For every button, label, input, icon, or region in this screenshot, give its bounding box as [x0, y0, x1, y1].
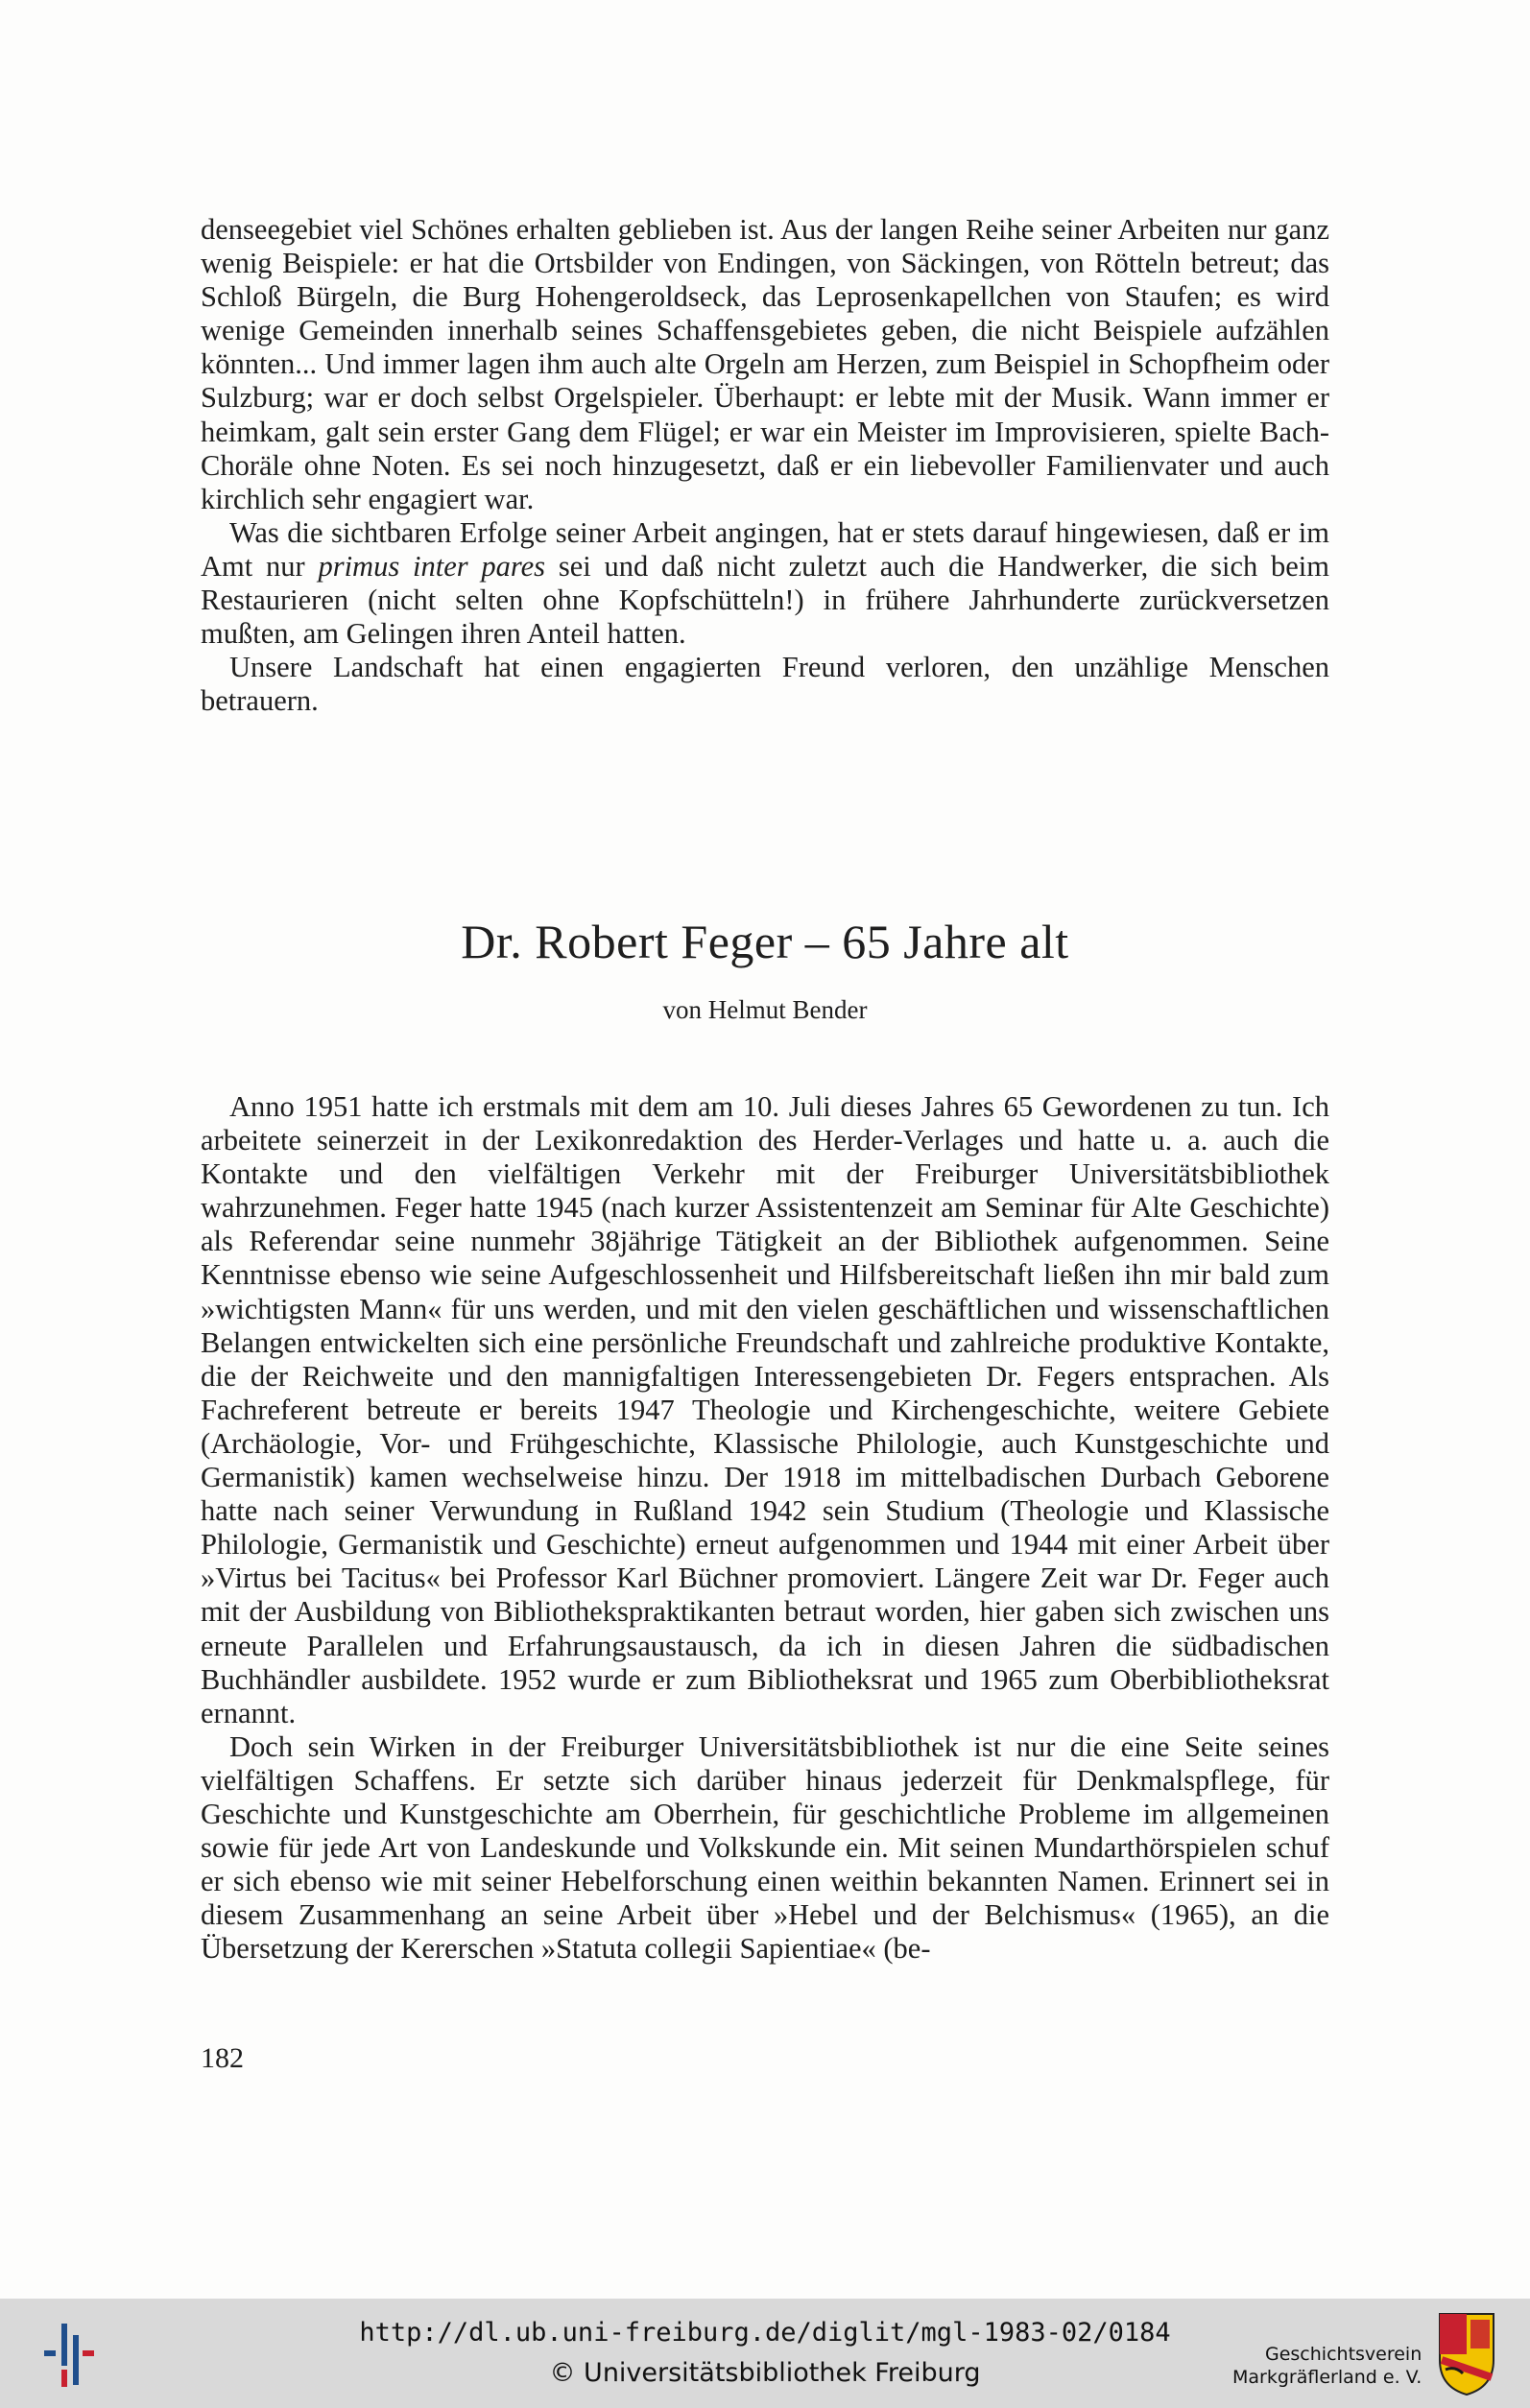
paragraph-continued-3: Unsere Landschaft hat einen engagierten Freund verloren, den unzählige Menschen betrauern. [201, 651, 1329, 718]
society-name [1232, 2343, 1422, 2389]
article-title: Dr. Robert Feger – 65 Jahre alt [461, 915, 1069, 968]
society-name-line2: Markgräflerland e. V. [1232, 2367, 1422, 2388]
continued-text-block [201, 213, 1329, 718]
article-paragraph-2: Doch sein Wirken in der Freiburger Universitätsbibliothek ist nur die eine Seite seines vielfältigen Schaffens. Er setzte sich darüber hinaus jederzeit für Denkmalspflege, für Geschichte und Kunstgeschichte am Oberrhein, für geschichtliche Probleme im allgemeinen sowie für jede Art von Landeskunde und Volkskunde ein. Mit seinen Mundarthörspielen schuf er sich ebenso wie mit seiner Hebelforschung einen weithin bekannten Namen. Erinnert sei in diesem Zusammenhang an seine Arbeit über »Hebel und der Belchismus« (1965), an die Übersetzung der Kererschen »Statuta collegii Sapientiae« (be- [201, 1729, 1329, 1966]
footer-copyright: © Universitätsbibliothek Freiburg [549, 2358, 981, 2388]
footer-url-anchor[interactable]: http://dl.ub.uni-freiburg.de/diglit/mgl-1983-02/0184 [359, 2318, 1171, 2348]
page-number: 182 [201, 2042, 244, 2074]
article-paragraph-1: Anno 1951 hatte ich erstmals mit dem am 10. Juli dieses Jahres 65 Gewordenen zu tun. Ich arbeitete seinerzeit in der Lexikonredaktion des Herder-Verlages und hatte u. a. auch die Kontakte und den vielfältigen Verkehr mit der Freiburger Universitätsbibliothek wahrzunehmen. Feger hatte 1945 (nach kurzer Assistentenzeit am Seminar für Alte Geschichte) als Referendar seine nunmehr 38jährige Tätigkeit an der Bibliothek aufgenommen. Seine Kenntnisse ebenso wie seine Aufgeschlossenheit und Hilfsbereitschaft ließen ihn mir bald zum »wichtigsten Mann« für uns werden, und mit den vielen geschäftlichen und wissenschaftlichen Belangen entwickelten sich eine persönliche Freundschaft und zahlreiche produktive Kontakte, die der Reichweite und den mannigfaltigen Interessengebieten Dr. Fegers entsprachen. Als Fachreferent betreute er bereits 1947 Theologie und Kirchengeschichte, weitere Gebiete (Archäologie, Vor- und Frühgeschichte, Klassische Philologie, auch Kunstgeschichte und Germanistik) kamen wechselweise hinzu. Der 1918 im mittelbadischen Durbach Geborene hatte nach seiner Verwundung in Rußland 1942 sein Studium (Theologie und Klassische Philologie, Germanistik und Geschichte) erneut aufgenommen und 1944 mit einer Arbeit über »Virtus bei Tacitus« bei Professor Karl Büchner promoviert. Längere Zeit war Dr. Feger auch mit der Ausbildung von Bibliothekspraktikanten betraut worden, hier gaben sich zwischen uns erneute Parallelen und Erfahrungsaustausch, da ich in diesen Jahren die südbadischen Buchhändler ausbildete. 1952 wurde er zum Bibliotheksrat und 1965 zum Oberbibliotheksrat ernannt. [201, 1090, 1329, 1729]
paragraph-continued-2-part2: sei und daß nicht zuletzt auch die Handwerker, die sich beim Restaurieren (nicht selten ohne Kopfschütteln!) in frühere Jahrhunderte zurückversetzen mußten, am Gelingen ihren Anteil hatten. [201, 549, 1330, 651]
society-name-line1: Geschichtsverein [1265, 2344, 1422, 2365]
article-body [201, 1090, 1329, 1966]
coat-of-arms-icon [1436, 2310, 1497, 2396]
paragraph-continued-1: denseegebiet viel Schönes erhalten geblieben ist. Aus der langen Reihe seiner Arbeiten nur ganz wenig Beispiele: er hat die Ortsbilder von Endingen, von Säckingen, von Rötteln betreut; das Schloß Bürgeln, die Burg Hohengeroldseck, das Leprosenkapellchen von Staufen; es wird wenige Gemeinden innerhalb seines Schaffensgebietes geben, die nicht Beispiele aufzählen könnten... Und immer lagen ihm auch alte Orgeln am Herzen, zum Beispiel in Schopfheim oder Sulzburg; war er doch selbst Orgelspieler. Überhaupt: er lebte mit der Musik. Wann immer er heimkam, galt sein erster Gang dem Flügel; er war ein Meister im Improvisieren, spielte Bach-Choräle ohne Noten. Es sei noch hinzugesetzt, daß er ein liebevoller Familienvater und auch kirchlich sehr engagiert war. [201, 213, 1329, 515]
article-byline: von Helmut Bender [662, 995, 868, 1024]
latin-phrase: primus inter pares [318, 549, 546, 583]
paragraph-continued-2-part1: Was die sichtbaren Erfolge seiner Arbeit angingen, hat er stets darauf hingewiesen, daß er im Amt nur [201, 515, 1329, 583]
paragraph-continued-2 [201, 516, 1329, 651]
footer-bar [0, 2299, 1530, 2408]
